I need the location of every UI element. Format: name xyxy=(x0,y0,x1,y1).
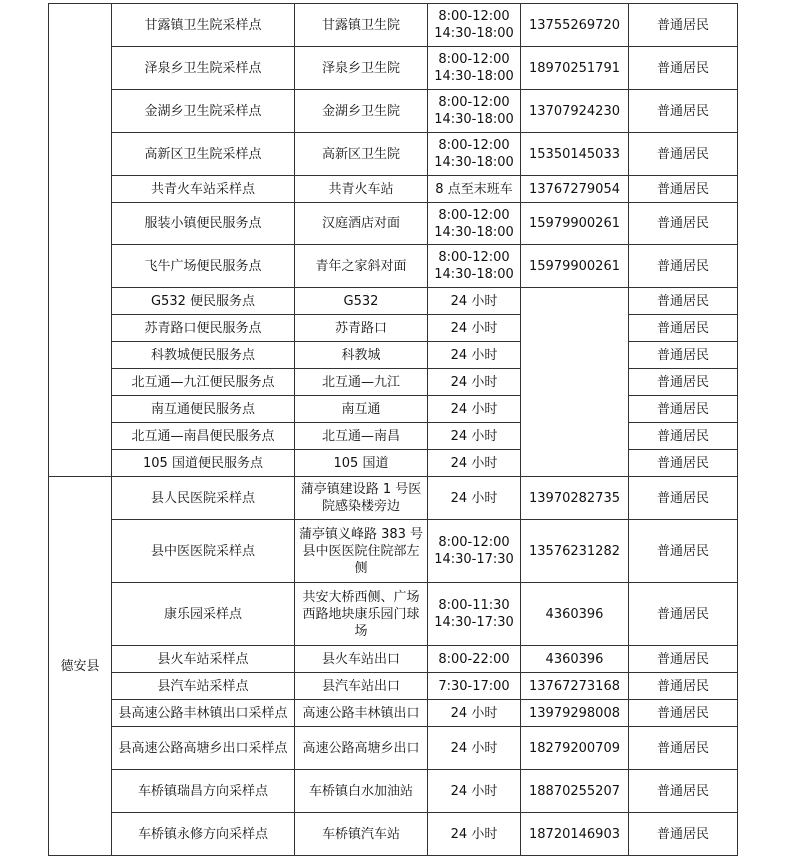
site-phone: 15979900261 xyxy=(521,203,629,245)
site-hours xyxy=(428,813,521,856)
site-name: G532 便民服务点 xyxy=(112,288,295,315)
site-location: 金湖乡卫生院 xyxy=(295,90,428,133)
target-group: 普通居民 xyxy=(629,4,738,47)
target-group: 普通居民 xyxy=(629,133,738,176)
hours-line: 8 点至末班车 xyxy=(435,181,513,197)
hours-line: 8:00-22:00 xyxy=(438,651,510,667)
hours-line: 24 小时 xyxy=(450,826,498,842)
county-cell: 德安县 xyxy=(49,477,112,856)
site-hours xyxy=(428,770,521,813)
site-phone: 15350145033 xyxy=(521,133,629,176)
site-name: 县人民医院采样点 xyxy=(112,477,295,520)
target-group: 普通居民 xyxy=(629,47,738,90)
table-row xyxy=(49,700,738,727)
site-hours xyxy=(428,176,521,203)
site-location: 车桥镇白水加油站 xyxy=(295,770,428,813)
table-row xyxy=(49,90,738,133)
site-name: 105 国道便民服务点 xyxy=(112,450,295,477)
site-hours xyxy=(428,583,521,646)
table-row xyxy=(49,203,738,245)
site-hours xyxy=(428,700,521,727)
table-row xyxy=(49,4,738,47)
target-group: 普通居民 xyxy=(629,176,738,203)
site-name: 县高速公路丰林镇出口采样点 xyxy=(112,700,295,727)
target-group: 普通居民 xyxy=(629,450,738,477)
site-location: G532 xyxy=(295,288,428,315)
site-hours xyxy=(428,396,521,423)
hours-line: 24 小时 xyxy=(450,293,498,309)
site-hours xyxy=(428,315,521,342)
site-location: 南互通 xyxy=(295,396,428,423)
site-location: 共青火车站 xyxy=(295,176,428,203)
site-phone: 18870255207 xyxy=(521,770,629,813)
table-row xyxy=(49,520,738,583)
site-phone xyxy=(521,288,629,477)
site-phone: 13970282735 xyxy=(521,477,629,520)
hours-line: 24 小时 xyxy=(450,740,498,756)
site-location: 高速公路丰林镇出口 xyxy=(295,700,428,727)
site-hours xyxy=(428,727,521,770)
site-name: 南互通便民服务点 xyxy=(112,396,295,423)
target-group: 普通居民 xyxy=(629,288,738,315)
hours-line: 14:30-18:00 xyxy=(434,112,514,127)
hours-line: 14:30-18:00 xyxy=(434,224,514,240)
target-group: 普通居民 xyxy=(629,203,738,245)
site-hours xyxy=(428,369,521,396)
hours-line: 14:30-18:00 xyxy=(434,69,514,84)
target-group: 普通居民 xyxy=(629,770,738,813)
site-hours xyxy=(428,203,521,245)
site-phone: 18279200709 xyxy=(521,727,629,770)
hours-line: 14:30-17:30 xyxy=(434,615,514,630)
target-group: 普通居民 xyxy=(629,520,738,583)
site-name: 北互通—九江便民服务点 xyxy=(112,369,295,396)
site-hours xyxy=(428,133,521,176)
hours-line: 8:00-12:00 xyxy=(438,95,510,110)
hours-line: 8:00-12:00 xyxy=(438,9,510,24)
site-name: 康乐园采样点 xyxy=(112,583,295,646)
site-name: 高新区卫生院采样点 xyxy=(112,133,295,176)
hours-line: 8:00-12:00 xyxy=(438,535,510,550)
hours-line: 8:00-12:00 xyxy=(438,52,510,67)
site-hours xyxy=(428,47,521,90)
hours-line: 8:00-11:30 xyxy=(438,598,510,613)
table-row xyxy=(49,727,738,770)
target-group: 普通居民 xyxy=(629,700,738,727)
hours-line: 24 小时 xyxy=(450,705,498,721)
table-row xyxy=(49,245,738,288)
hours-line: 8:00-12:00 xyxy=(438,250,510,265)
table-row xyxy=(49,369,738,396)
site-hours xyxy=(428,423,521,450)
site-location: 县火车站出口 xyxy=(295,646,428,673)
hours-line: 8:00-12:00 xyxy=(438,138,510,153)
site-hours xyxy=(428,450,521,477)
table-row xyxy=(49,813,738,856)
table-row xyxy=(49,396,738,423)
hours-line: 14:30-17:30 xyxy=(434,552,514,567)
table-row xyxy=(49,342,738,369)
hours-line: 24 小时 xyxy=(450,401,498,417)
hours-line: 7:30-17:00 xyxy=(438,678,510,694)
target-group: 普通居民 xyxy=(629,423,738,450)
site-location: 汉庭酒店对面 xyxy=(295,203,428,245)
table-row xyxy=(49,646,738,673)
target-group: 普通居民 xyxy=(629,315,738,342)
site-name: 县汽车站采样点 xyxy=(112,673,295,700)
hours-line: 24 小时 xyxy=(450,783,498,799)
site-name: 县火车站采样点 xyxy=(112,646,295,673)
site-location: 共安大桥西侧、广场西路地块康乐园门球场 xyxy=(295,583,428,646)
table-row xyxy=(49,133,738,176)
table-row xyxy=(49,47,738,90)
site-location: 北互通—九江 xyxy=(295,369,428,396)
target-group: 普通居民 xyxy=(629,727,738,770)
target-group: 普通居民 xyxy=(629,396,738,423)
table-row xyxy=(49,176,738,203)
site-hours xyxy=(428,245,521,288)
site-location: 甘露镇卫生院 xyxy=(295,4,428,47)
target-group: 普通居民 xyxy=(629,673,738,700)
site-name: 甘露镇卫生院采样点 xyxy=(112,4,295,47)
site-name: 北互通—南昌便民服务点 xyxy=(112,423,295,450)
county-cell xyxy=(49,4,112,477)
site-phone: 4360396 xyxy=(521,583,629,646)
site-phone: 13576231282 xyxy=(521,520,629,583)
site-location: 苏青路口 xyxy=(295,315,428,342)
site-phone: 13767273168 xyxy=(521,673,629,700)
table-row xyxy=(49,423,738,450)
site-phone: 18970251791 xyxy=(521,47,629,90)
hours-line: 24 小时 xyxy=(450,320,498,336)
target-group: 普通居民 xyxy=(629,90,738,133)
site-hours xyxy=(428,90,521,133)
hours-line: 24 小时 xyxy=(450,428,498,444)
site-hours xyxy=(428,342,521,369)
target-group: 普通居民 xyxy=(629,646,738,673)
site-location: 青年之家斜对面 xyxy=(295,245,428,288)
site-hours xyxy=(428,646,521,673)
site-name: 服装小镇便民服务点 xyxy=(112,203,295,245)
site-location: 高新区卫生院 xyxy=(295,133,428,176)
site-name: 飞牛广场便民服务点 xyxy=(112,245,295,288)
hours-line: 24 小时 xyxy=(450,347,498,363)
site-name: 车桥镇永修方向采样点 xyxy=(112,813,295,856)
site-phone: 13767279054 xyxy=(521,176,629,203)
site-location: 蒲亭镇建设路 1 号医院感染楼旁边 xyxy=(295,477,428,520)
site-hours xyxy=(428,4,521,47)
site-name: 车桥镇瑞昌方向采样点 xyxy=(112,770,295,813)
table-row xyxy=(49,583,738,646)
site-name: 科教城便民服务点 xyxy=(112,342,295,369)
site-location: 高速公路高塘乡出口 xyxy=(295,727,428,770)
target-group: 普通居民 xyxy=(629,342,738,369)
site-name: 苏青路口便民服务点 xyxy=(112,315,295,342)
site-phone: 15979900261 xyxy=(521,245,629,288)
table-row xyxy=(49,770,738,813)
site-location: 泽泉乡卫生院 xyxy=(295,47,428,90)
hours-line: 14:30-18:00 xyxy=(434,155,514,170)
site-location: 105 国道 xyxy=(295,450,428,477)
site-name: 县高速公路高塘乡出口采样点 xyxy=(112,727,295,770)
site-hours xyxy=(428,477,521,520)
target-group: 普通居民 xyxy=(629,477,738,520)
site-hours xyxy=(428,673,521,700)
hours-line: 8:00-12:00 xyxy=(438,207,510,223)
site-name: 金湖乡卫生院采样点 xyxy=(112,90,295,133)
site-location: 车桥镇汽车站 xyxy=(295,813,428,856)
site-hours xyxy=(428,288,521,315)
site-location: 科教城 xyxy=(295,342,428,369)
target-group: 普通居民 xyxy=(629,369,738,396)
table-row xyxy=(49,315,738,342)
site-phone: 13979298008 xyxy=(521,700,629,727)
hours-line: 24 小时 xyxy=(450,490,498,506)
hours-line: 24 小时 xyxy=(450,455,498,471)
site-location: 北互通—南昌 xyxy=(295,423,428,450)
site-name: 泽泉乡卫生院采样点 xyxy=(112,47,295,90)
hours-line: 24 小时 xyxy=(450,374,498,390)
site-location: 蒲亭镇义峰路 383 号县中医医院住院部左侧 xyxy=(295,520,428,583)
site-phone: 13755269720 xyxy=(521,4,629,47)
table-row xyxy=(49,673,738,700)
target-group: 普通居民 xyxy=(629,583,738,646)
target-group: 普通居民 xyxy=(629,813,738,856)
site-name: 共青火车站采样点 xyxy=(112,176,295,203)
hours-line: 14:30-18:00 xyxy=(434,26,514,41)
site-phone: 4360396 xyxy=(521,646,629,673)
hours-line: 14:30-18:00 xyxy=(434,267,514,282)
sampling-sites-table xyxy=(48,3,738,856)
site-phone: 13707924230 xyxy=(521,90,629,133)
table-row xyxy=(49,288,738,315)
site-hours xyxy=(428,520,521,583)
site-location: 县汽车站出口 xyxy=(295,673,428,700)
table-row xyxy=(49,450,738,477)
target-group: 普通居民 xyxy=(629,245,738,288)
site-name: 县中医医院采样点 xyxy=(112,520,295,583)
table-row xyxy=(49,477,738,520)
site-phone: 18720146903 xyxy=(521,813,629,856)
